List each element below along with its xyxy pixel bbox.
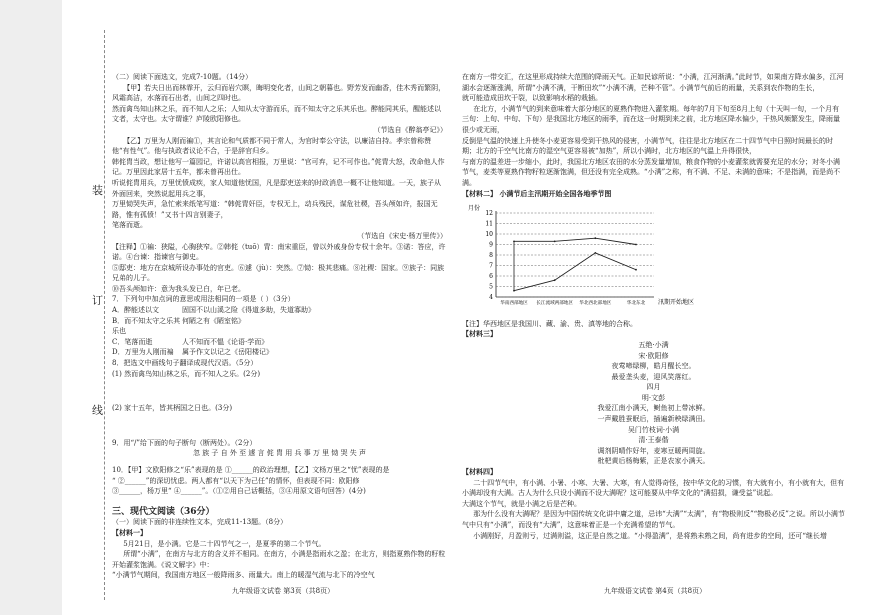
chart-point	[594, 237, 596, 239]
binding-margin	[0, 0, 62, 615]
chart-y-tick-label: 6	[489, 273, 493, 281]
q7-option-a: A．醉能述以文 固国不以山溪之险《得道多助，失道寡助》	[112, 306, 315, 315]
yi-text-5: 笔落而逝。	[112, 221, 147, 230]
yi-source: （节选自《宋史·杨万里传》）	[357, 231, 447, 240]
poem-2-title: 四月	[646, 383, 661, 392]
chart-series-line	[514, 238, 636, 244]
poem-1-title: 五绝·小满	[638, 340, 669, 349]
chart-category-label: 长江流域两部地区	[536, 301, 574, 307]
chart-y-tick-label: 9	[489, 241, 493, 249]
question-7: 7．下列句中加点词的意思或用法相同的一项是（ ）（3分）	[112, 295, 295, 304]
chart-y-tick-label: 5	[489, 283, 493, 291]
binding-char-zhuang: 装	[92, 180, 103, 200]
material-1-line-2: 所谓“小满”，在南方与北方的含义并不相同。在南方，小满是指雨水之盈；在北方，则指夏熟作物的籽粒开始灌浆饱满。《说文解字》中：	[112, 550, 446, 569]
question-10-line-2: “ ②______”的深切忧虑。两人都有“以天下为己任”的情怀，但表现不同：欧阳修	[112, 476, 360, 485]
material-3-tag: 【材料三】	[462, 329, 497, 339]
note-3: ⑩吾头颅如许：意为我头发已白，年已老。	[112, 284, 245, 293]
chart-y-axis-label: 月份	[468, 205, 481, 213]
yi-text-1: 【乙】万里为人刚而褊①，其言论和气质都不同于常人，为官时奉公守法，以廉洁自持。孝宗曾称赞他“有性气”。他与执政者议论不合，于是辞官归乡。	[112, 136, 432, 156]
material-2-heading: 【材料二】 小满节后主汛期开始全国各地季节图	[462, 188, 612, 198]
chart-point	[635, 269, 637, 271]
material-1-cont-5: 与南方的温差进一步缩小，此时，我国北方地区农田的水分蒸发量增加，粮食作物的小麦灌浆就需要充足的水分；对冬小满节气，麦类等夏熟作物籽粒逐渐饱满，但还没有完全成熟。“小满”之称，有不满、不足、未满的意味；不是指满，而是尚不满。	[462, 157, 841, 187]
binding-char-xian: 线	[92, 400, 103, 420]
poem-1-line-1: 夜莺啼绿柳，皓月醒长空。	[611, 362, 696, 371]
chart-series-line	[514, 253, 636, 291]
chart-point	[594, 252, 596, 254]
chart-category-label: 华北西北部地区	[579, 301, 612, 307]
question-9-sentence: 忽 族 子 自 外 至 遽 言 侂 胄 用 兵 事 万 里 恸 哭 失 声	[192, 449, 367, 458]
chart-y-tick-label: 11	[485, 220, 493, 228]
material-1-line-1: 5月21日，是小满。它是二十四节气之一，是夏季的第二个节气。	[123, 539, 326, 548]
chart-category-label: 华南西部地区	[500, 301, 528, 307]
material-4-line-2: 大满这个节气，就是小满之后是芒种。	[462, 499, 581, 508]
poem-1-author: 宋·欧阳修	[638, 351, 669, 360]
q7-option-b: B．而不知太守之乐其乐也 何陋之有《陋室铭》	[112, 316, 245, 336]
flood-season-chart	[466, 201, 716, 313]
question-9: 9．用“/”给下面的句子断句（断两处）。（2分）	[112, 438, 257, 447]
binding-char-ding: 订	[92, 290, 103, 310]
left-page	[112, 72, 447, 581]
jia-text-2: 然而禽鸟知山林之乐，而不知人之乐；人知从太守游而乐，而不知太守之乐其乐也。醉能同其乐，醒能述以文者，太守也。太守谓谁？庐陵欧阳修也。	[112, 104, 441, 124]
q7-option-d: D．万里为人刚而褊 属予作文以记之《岳阳楼记》	[112, 348, 273, 357]
section3-heading: 三、现代文阅读（36分）	[112, 506, 215, 517]
material-1-cont-1: 在南方一带交汇，在这里形成持续大范围的降雨天气。正如民谚所说：“小满，江河渐满。”此时节，如果南方降水偏多，江河湖水会逐渐涨满，所谓“小满不满，干断田坎”“小满不满，芒种不管”。小满节气前后的雨量，关系到农作物的生长，	[462, 73, 844, 92]
yi-text-3: 听说侂胄用兵，万里忧愤成疾，家人知道他忧国，凡是邸吏送来的时政消息一概不让他知道。一天，族子从外面回来，突然说起用兵之事，	[112, 178, 441, 198]
question-8: 8．把选文中画线句子翻译成现代汉语。（5分）	[112, 359, 258, 368]
poem-3-title: 吴门竹枝词·小满	[627, 425, 680, 434]
poem-2-line-2: 一声戴胜蚕眠后，插遍新秧绿满田。	[597, 415, 710, 424]
right-footer: 九年级语文试卷 第4页（共8页）	[604, 587, 707, 595]
question-8-2: (2) 家十五年，皆其柄国之日也。(3分)	[112, 404, 233, 413]
poem-2-line-1: 我爱江南小满天，鲥鱼初上带冰鲜。	[597, 404, 710, 413]
poem-3-line-2: 枇杷黄后杨梅紫，正是农家小满天。	[597, 457, 710, 466]
chart-category-label: 华北东北	[626, 301, 646, 307]
chart-title: 小满节后主汛期开始全国各地季节图	[499, 188, 612, 198]
material-1-cont-3: 在北方，小满节气的到来意味着大部分地区的夏熟作物进入灌浆期。每年的7月下旬至8月上旬（十天叫一旬，一个月有三旬：上旬、中旬、下旬）是我国北方地区的雨季，而在这一时期到来之前，北方地区降水偏少，干热风频繁发生，降雨量很少或无雨，	[462, 104, 840, 134]
yi-text-4: 万里恸哭失声，急忙索来纸笔写道：“韩侂胄奸臣，专权无上，动兵残民，谋危社稷，吾头颅如许，报国无路，惟有孤愤！”又书十四言别妻子，	[112, 200, 438, 219]
right-page	[462, 72, 845, 541]
note-2: ⑤邸吏：地方在京城所设办事处的官吏。⑥遽（jù）：突然。⑦恸：极其悲痛。⑧社稷：国家。⑨族子：同族兄弟的儿子。	[112, 263, 445, 283]
material-4-line-4: 小满刚好，月盈则亏，过满则溢，这正是自然之道。“小得盈满”，是将熟未熟之间，尚有进步的空间，还可“继长增	[473, 531, 827, 540]
poem-3-author: 清·王泰偕	[638, 436, 669, 445]
chart-y-tick-label: 10	[485, 231, 493, 239]
material-4-line-3: 那为什么没有大满呢？是因为中国传统文化讲中庸之道，忌讳“大满”“太满”，有“物极则反”“物极必反”之说。所以小满节气中只有“小满”，而没有“大满”，这意味着正是一个充满希望的节气。	[462, 510, 845, 529]
chart-y-tick-label: 12	[485, 210, 493, 218]
chart-y-tick-label: 4	[489, 294, 493, 302]
chart-y-tick-label: 7	[489, 262, 493, 270]
chart-x-axis-label: 汛期开始地区	[658, 299, 695, 307]
material-1-cont-2: 就可能造成田坎干裂，以致影响水稻的栽插。	[462, 94, 602, 103]
binding-line	[104, 30, 105, 600]
section2-heading: （二）阅读下面选文，完成7-10题。（14分）	[112, 73, 253, 81]
material-4-line-1: 二十四节气中，有小满、小暑、小寒、大暑、大寒，有人觉得奇怪，按中华文化的习惯，有大就有小，有小就有大，但有小满却没有大满。古人为什么只设小满而不设大满呢？这可能要从中华文化的“满招损，谦受益”说起。	[462, 478, 845, 498]
section3-subheading: （一）阅读下面的非连续性文本，完成11-13题。（8分）	[112, 518, 288, 527]
question-10-line-3: ③______，杨万里“ ④______”。（①②用自己话概括，③④用原文语句回答）(4分)	[112, 487, 366, 496]
q7-option-c: C．笔落而逝 人不知而不愠《论语·学而》	[112, 337, 269, 346]
left-footer: 九年级语文试卷 第3页（共8页）	[232, 587, 335, 595]
poem-2-author: 明·文彭	[641, 393, 666, 402]
jia-text-1: 【甲】若夫日出而林霏开，云归而岩穴暝，晦明变化者，山间之朝暮也。野芳发而幽香，佳木秀而繁阴，风霜高洁，水落而石出者，山间之四时也。	[112, 83, 446, 103]
note-1: 【注释】①褊：狭隘，心胸狭窄。②韩侂（tuō）胄：南宋重臣，曾以外戚身份专权十余年。③诺：答应，许诺。④台谏：指谏官与御史。	[112, 242, 446, 262]
chart-point	[554, 279, 556, 281]
poem-3-line-1: 调剂阴晴作好年，麦寒豆暖两周旋。	[597, 446, 710, 455]
material-1-line-3: “小满节气期间，我国南方地区一般降雨多、雨量大。南上的暖湿气流与北下的冷空气	[112, 571, 375, 580]
material-1-tag: 【材料一】	[112, 527, 147, 537]
material-1-cont-4: 反倒是气温的快速上升使冬小麦更容易受到干热风的侵害，小满节气，往往是北方地区在二十四节气中日照时间最长的时期；北方的干空气比南方的湿空气更容易被“加热”，所以小满时，北方地区的气温上升得很快，	[462, 136, 833, 156]
chart-point	[635, 244, 637, 246]
chart-y-tick-label: 8	[489, 252, 493, 260]
poem-1-line-2: 最爱垄头麦，迎风笑落红。	[611, 372, 696, 381]
chart-point	[554, 241, 556, 243]
question-10-line-1: 10．【甲】文欧阳修之“乐”表现的是 ①______的政治理想，【乙】文杨万里之“忧”表现的是	[112, 466, 390, 474]
yi-text-2: 韩侂胄当政，想让他写一篇园记，许诺以高官相报，万里说：“官可弃，记不可作也。”侂胄大怒，改命他人作记。万里因此家居十五年，都未曾再出仕。	[112, 157, 445, 177]
material-4-tag: 【材料四】	[462, 467, 497, 477]
material-2-note: 【注】华西地区是我国川、藏、渝、贵、滇等地的合称。	[462, 319, 637, 328]
question-8-1: (1) 然而禽鸟知山林之乐，而不知人之乐。(2分)	[112, 369, 261, 378]
jia-source: （节选自《醉翁亭记》）	[373, 125, 447, 134]
